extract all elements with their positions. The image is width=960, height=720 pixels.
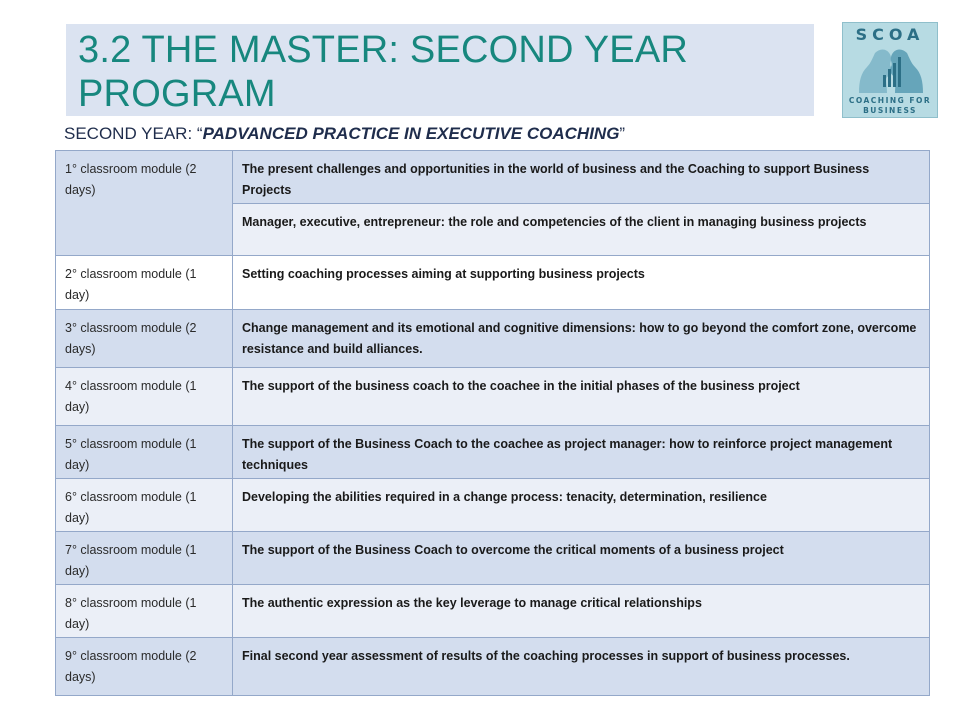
topic-cell: The present challenges and opportunities in the world of business and the Coaching to support Business Projects (233, 151, 930, 204)
subtitle-prefix: SECOND YEAR: “ (64, 124, 203, 143)
module-cell: 2° classroom module (1 day) (56, 256, 233, 310)
module-cell: 7° classroom module (1 day) (56, 532, 233, 585)
topic-cell: The authentic expression as the key leverage to manage critical relationships (233, 585, 930, 638)
module-cell: 1° classroom module (2 days) (56, 151, 233, 256)
page-title (78, 28, 814, 116)
table-row (56, 585, 930, 638)
topic-cell: The support of the business coach to the coachee in the initial phases of the business project (233, 368, 930, 426)
topic-cell: Change management and its emotional and cognitive dimensions: how to go beyond the comfort zone, overcome resistance and build alliances. (233, 310, 930, 368)
subtitle-suffix: ” (619, 124, 626, 143)
module-cell: 9° classroom module (2 days) (56, 638, 233, 696)
topic-cell: Final second year assessment of results of the coaching processes in support of business processes. (233, 638, 930, 696)
title-line-2: PROGRAM (78, 73, 276, 115)
module-cell: 8° classroom module (1 day) (56, 585, 233, 638)
program-table (55, 150, 930, 696)
topic-cell: Developing the abilities required in a change process: tenacity, determination, resilience (233, 479, 930, 532)
module-cell: 5° classroom module (1 day) (56, 426, 233, 479)
table-row (56, 479, 930, 532)
module-cell: 6° classroom module (1 day) (56, 479, 233, 532)
table-row (56, 426, 930, 479)
coaching-heads-icon (853, 45, 929, 95)
scoa-logo (842, 22, 938, 118)
topic-cell: Manager, executive, entrepreneur: the role and competencies of the client in managing business projects (233, 204, 930, 256)
subtitle-emphasis: PADVANCED PRACTICE IN EXECUTIVE COACHING (202, 124, 620, 143)
logo-tagline-2: BUSINESS (863, 106, 917, 115)
topic-cell: The support of the Business Coach to overcome the critical moments of a business project (233, 532, 930, 585)
topic-cell: The support of the Business Coach to the coachee as project manager: how to reinforce project management techniques (233, 426, 930, 479)
topic-cell: Setting coaching processes aiming at supporting business projects (233, 256, 930, 310)
logo-letters: SCOA (855, 25, 925, 44)
table-row (56, 256, 930, 310)
table-row (56, 638, 930, 696)
title-banner (66, 24, 814, 116)
table-row (56, 310, 930, 368)
logo-tagline-1: COACHING FOR (848, 96, 932, 105)
table-row (56, 368, 930, 426)
subtitle (64, 124, 625, 144)
module-cell: 3° classroom module (2 days) (56, 310, 233, 368)
module-cell: 4° classroom module (1 day) (56, 368, 233, 426)
table-row (56, 151, 930, 204)
title-line-1: 3.2 THE MASTER: SECOND YEAR (78, 29, 689, 71)
table-row (56, 532, 930, 585)
